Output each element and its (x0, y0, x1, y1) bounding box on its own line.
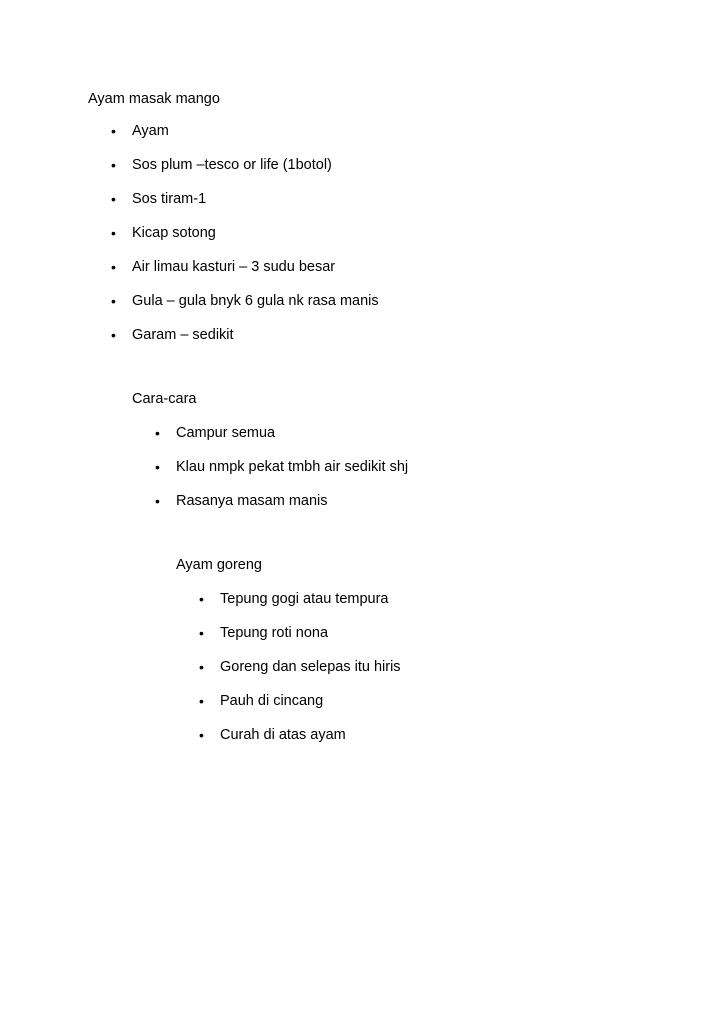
sub-step-text: Tepung gogi atau tempura (220, 591, 389, 607)
bullet-icon: • (155, 425, 160, 441)
ingredient-text: Air limau kasturi – 3 sudu besar (132, 259, 336, 275)
bullet-icon: • (199, 659, 204, 675)
bullet-icon: • (111, 225, 116, 241)
bullet-icon: • (111, 123, 116, 139)
bullet-icon: • (155, 493, 160, 509)
bullet-icon: • (199, 693, 204, 709)
bullet-icon: • (199, 591, 204, 607)
sub-step-text: Goreng dan selepas itu hiris (220, 659, 401, 675)
ingredient-text: Ayam (132, 123, 169, 139)
ingredient-text: Sos plum –tesco or life (1botol) (132, 157, 332, 173)
sub-step-text: Pauh di cincang (220, 693, 324, 709)
sub-step-text: Tepung roti nona (220, 625, 329, 641)
method-step-text: Klau nmpk pekat tmbh air sedikit shj (176, 459, 409, 475)
bullet-icon: • (199, 727, 204, 743)
recipe-title: Ayam masak mango (88, 91, 220, 107)
bullet-icon: • (199, 625, 204, 641)
ingredient-text: Kicap sotong (132, 225, 216, 241)
bullet-icon: • (111, 259, 116, 275)
method-heading: Cara-cara (132, 391, 197, 407)
sub-heading: Ayam goreng (176, 557, 262, 573)
sub-step-text: Curah di atas ayam (220, 727, 346, 743)
bullet-icon: • (111, 157, 116, 173)
ingredient-text: Sos tiram-1 (132, 191, 207, 207)
bullet-icon: • (111, 293, 116, 309)
bullet-icon: • (155, 459, 160, 475)
bullet-icon: • (111, 327, 116, 343)
method-step-text: Rasanya masam manis (176, 493, 328, 509)
method-step-text: Campur semua (176, 425, 276, 441)
bullet-icon: • (111, 191, 116, 207)
ingredient-text: Gula – gula bnyk 6 gula nk rasa manis (132, 293, 379, 309)
ingredient-text: Garam – sedikit (132, 327, 234, 343)
